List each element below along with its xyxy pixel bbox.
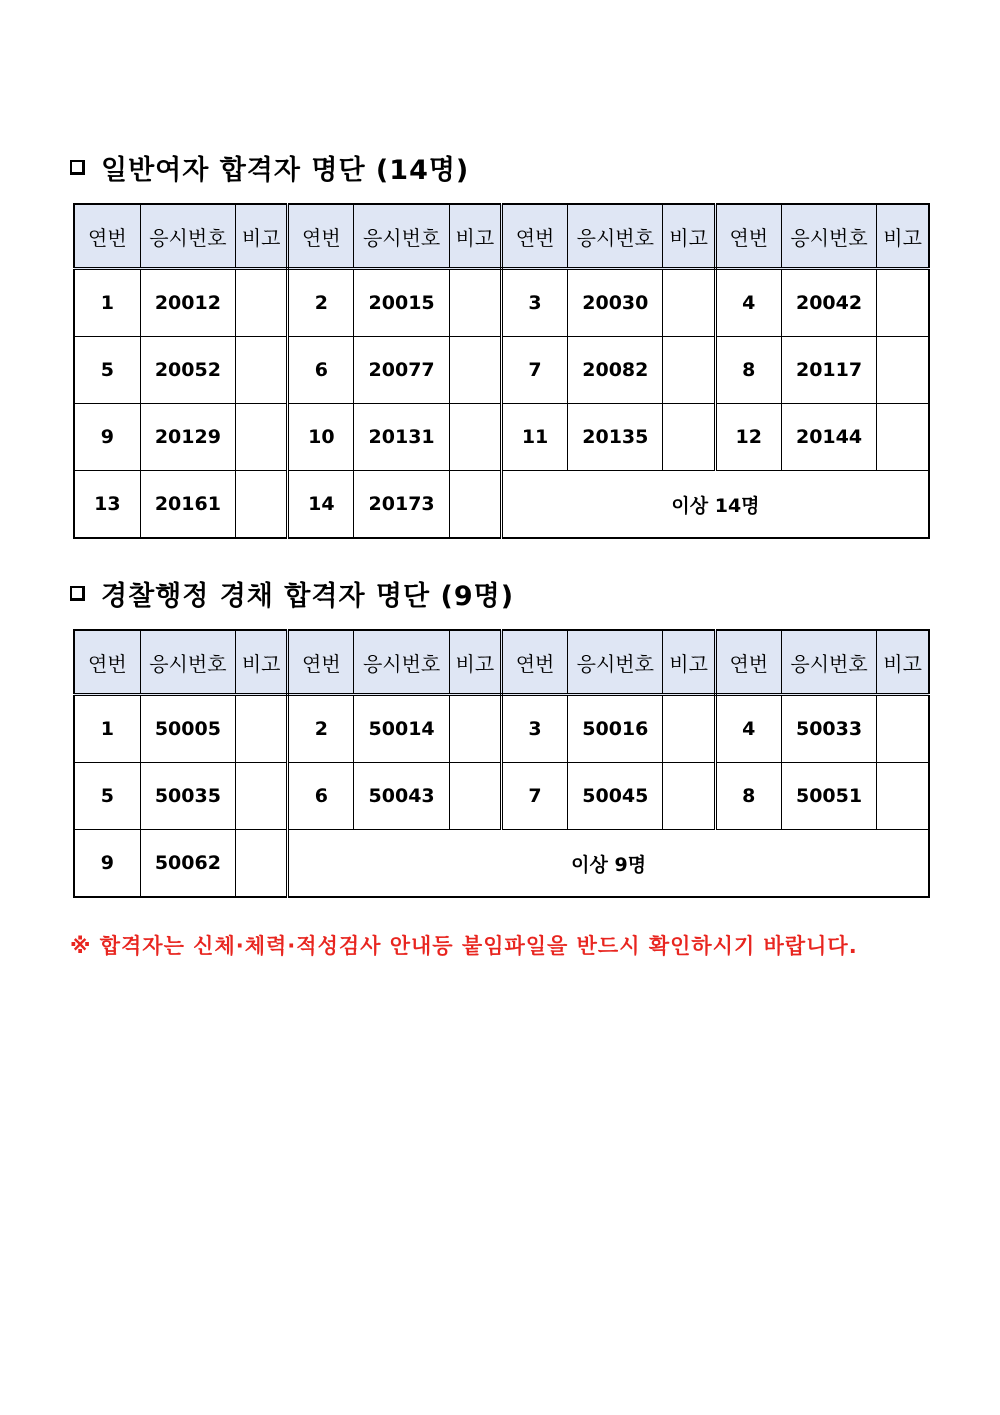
header-remarks: 비고	[449, 204, 501, 269]
cell-seq: 7	[501, 337, 567, 404]
header-seq: 연번	[715, 204, 781, 269]
cell-seq: 5	[74, 763, 140, 830]
section-title-text: 경찰행정 경채 합격자 명단 (9명)	[101, 581, 515, 612]
cell-remarks	[877, 404, 929, 471]
cell-remarks	[663, 269, 715, 337]
cell-remarks	[449, 337, 501, 404]
header-exam-number: 응시번호	[354, 630, 449, 695]
cell-remarks	[236, 830, 288, 898]
cell-remarks	[236, 404, 288, 471]
header-remarks: 비고	[449, 630, 501, 695]
cell-seq: 1	[74, 695, 140, 763]
cell-remarks	[877, 763, 929, 830]
table-row	[74, 269, 929, 337]
results-table-general-female	[73, 203, 930, 539]
cell-seq: 9	[74, 830, 140, 898]
cell-exam-number: 50005	[140, 695, 235, 763]
section-title-1	[70, 148, 469, 187]
cell-seq: 1	[74, 269, 140, 337]
cell-remarks	[663, 695, 715, 763]
cell-seq: 3	[501, 269, 567, 337]
header-seq: 연번	[74, 204, 140, 269]
header-exam-number: 응시번호	[781, 630, 876, 695]
cell-remarks	[236, 471, 288, 539]
cell-seq: 14	[288, 471, 354, 539]
cell-seq: 8	[715, 763, 781, 830]
cell-seq: 8	[715, 337, 781, 404]
header-exam-number: 응시번호	[781, 204, 876, 269]
cell-seq: 4	[715, 269, 781, 337]
table-row	[74, 695, 929, 763]
header-seq: 연번	[288, 630, 354, 695]
cell-exam-number: 20131	[354, 404, 449, 471]
cell-exam-number: 20173	[354, 471, 449, 539]
header-exam-number: 응시번호	[140, 204, 235, 269]
cell-exam-number: 50045	[568, 763, 663, 830]
cell-remarks	[236, 269, 288, 337]
cell-remarks	[236, 695, 288, 763]
cell-remarks	[663, 337, 715, 404]
cell-seq: 10	[288, 404, 354, 471]
cell-seq: 2	[288, 695, 354, 763]
cell-remarks	[449, 695, 501, 763]
cell-remarks	[449, 763, 501, 830]
header-seq: 연번	[74, 630, 140, 695]
cell-remarks	[236, 763, 288, 830]
cell-exam-number: 50033	[781, 695, 876, 763]
header-remarks: 비고	[663, 630, 715, 695]
header-remarks: 비고	[877, 630, 929, 695]
table-header-row	[74, 630, 929, 695]
table-row	[74, 830, 929, 898]
cell-exam-number: 20030	[568, 269, 663, 337]
cell-exam-number: 20144	[781, 404, 876, 471]
checkbox-bullet-icon	[70, 586, 85, 601]
cell-seq: 12	[715, 404, 781, 471]
summary-cell: 이상 9명	[288, 830, 929, 898]
header-exam-number: 응시번호	[354, 204, 449, 269]
cell-remarks	[877, 695, 929, 763]
cell-seq: 13	[74, 471, 140, 539]
table-row	[74, 471, 929, 539]
cell-remarks	[877, 269, 929, 337]
cell-exam-number: 50016	[568, 695, 663, 763]
header-remarks: 비고	[877, 204, 929, 269]
table-header-row	[74, 204, 929, 269]
cell-exam-number: 20015	[354, 269, 449, 337]
cell-remarks	[663, 404, 715, 471]
cell-exam-number: 20129	[140, 404, 235, 471]
header-seq: 연번	[715, 630, 781, 695]
summary-cell: 이상 14명	[501, 471, 929, 539]
section-title-text: 일반여자 합격자 명단 (14명)	[101, 155, 470, 186]
cell-remarks	[449, 404, 501, 471]
header-remarks: 비고	[236, 630, 288, 695]
header-seq: 연번	[501, 630, 567, 695]
cell-seq: 6	[288, 337, 354, 404]
cell-exam-number: 20052	[140, 337, 235, 404]
cell-seq: 3	[501, 695, 567, 763]
cell-seq: 9	[74, 404, 140, 471]
cell-exam-number: 50014	[354, 695, 449, 763]
cell-remarks	[877, 337, 929, 404]
cell-seq: 4	[715, 695, 781, 763]
header-seq: 연번	[288, 204, 354, 269]
section-title-2	[70, 574, 514, 613]
table-row	[74, 763, 929, 830]
cell-exam-number: 20042	[781, 269, 876, 337]
header-seq: 연번	[501, 204, 567, 269]
header-remarks: 비고	[236, 204, 288, 269]
header-exam-number: 응시번호	[568, 204, 663, 269]
cell-remarks	[236, 337, 288, 404]
cell-exam-number: 50043	[354, 763, 449, 830]
header-exam-number: 응시번호	[140, 630, 235, 695]
cell-remarks	[449, 269, 501, 337]
header-exam-number: 응시번호	[568, 630, 663, 695]
cell-seq: 6	[288, 763, 354, 830]
results-table-police-admin	[73, 629, 930, 898]
cell-exam-number: 20077	[354, 337, 449, 404]
checkbox-bullet-icon	[70, 160, 85, 175]
cell-exam-number: 20117	[781, 337, 876, 404]
cell-exam-number: 20135	[568, 404, 663, 471]
cell-exam-number: 20082	[568, 337, 663, 404]
cell-seq: 2	[288, 269, 354, 337]
header-remarks: 비고	[663, 204, 715, 269]
cell-exam-number: 50051	[781, 763, 876, 830]
cell-seq: 11	[501, 404, 567, 471]
cell-exam-number: 50062	[140, 830, 235, 898]
cell-seq: 7	[501, 763, 567, 830]
table-row	[74, 404, 929, 471]
cell-seq: 5	[74, 337, 140, 404]
cell-remarks	[663, 763, 715, 830]
table-row	[74, 337, 929, 404]
cell-exam-number: 20012	[140, 269, 235, 337]
cell-remarks	[449, 471, 501, 539]
notice-text: ※ 합격자는 신체·체력·적성검사 안내등 붙임파일을 반드시 확인하시기 바랍니다.	[70, 934, 858, 958]
cell-exam-number: 50035	[140, 763, 235, 830]
cell-exam-number: 20161	[140, 471, 235, 539]
